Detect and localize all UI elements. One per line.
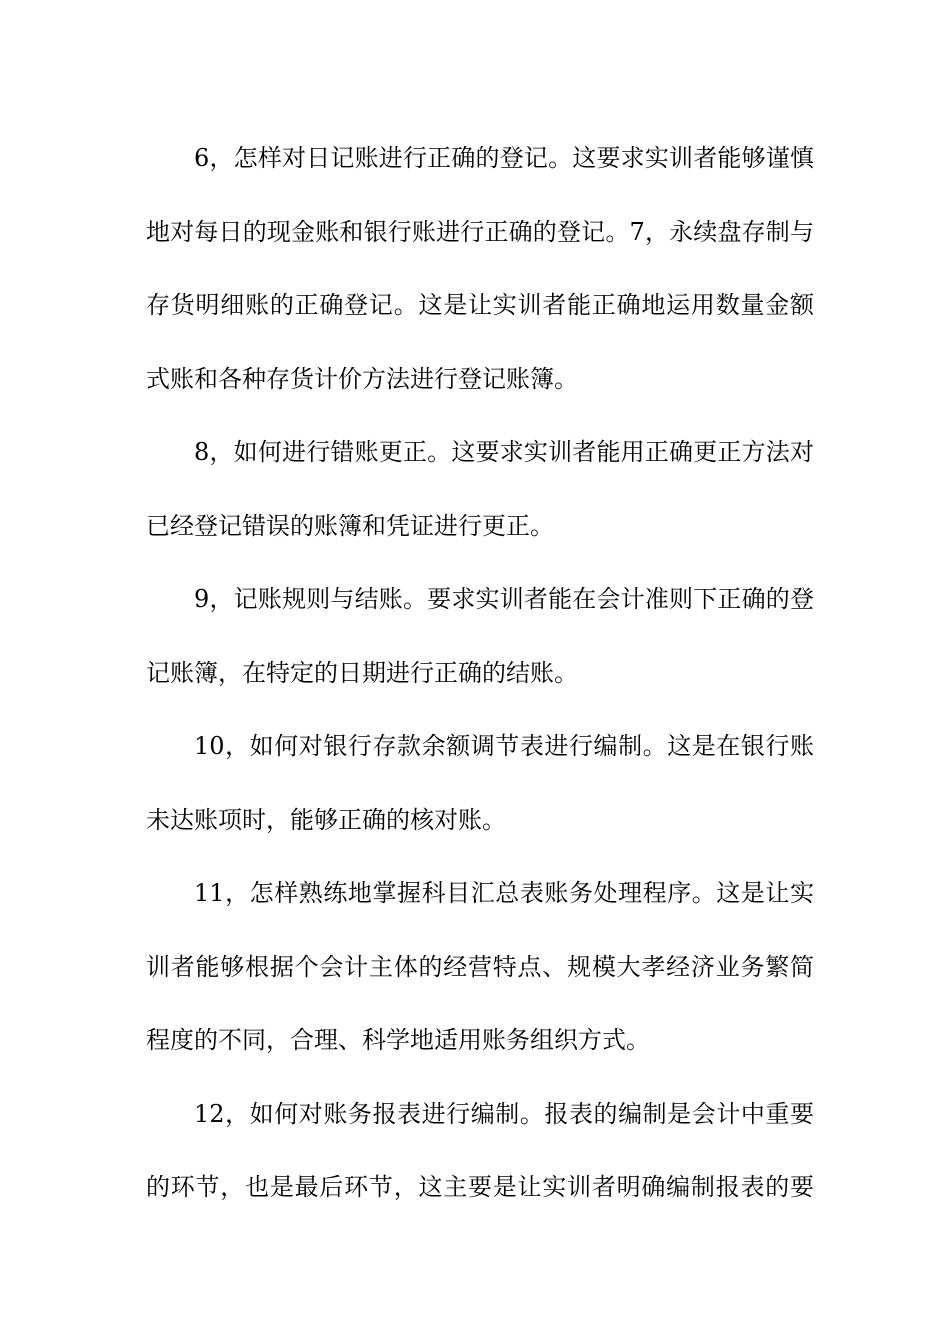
text-line: 记账簿，在特定的日期进行正确的结账。 bbox=[146, 658, 578, 687]
text-line: 12，如何对账务报表进行编制。报表的编制是会计中重要 bbox=[194, 1099, 814, 1128]
text-line: 8，如何进行错账更正。这要求实训者能用正确更正方法对 bbox=[194, 438, 814, 466]
text-line: 9，记账规则与结账。要求实训者能在会计准则下正确的登 bbox=[194, 585, 814, 613]
text-line: 6，怎样对日记账进行正确的登记。这要求实训者能够谨慎 bbox=[194, 144, 814, 172]
text-line: 地对每日的现金账和银行账进行正确的登记。7，永续盘存制与 bbox=[146, 217, 814, 246]
text-line: 式账和各种存货计价方法进行登记账簿。 bbox=[146, 364, 578, 393]
text-line: 程度的不同，合理、科学地适用账务组织方式。 bbox=[146, 1026, 650, 1054]
text-line: 训者能够根据个会计主体的经营特点、规模大孝经济业务繁简 bbox=[146, 952, 814, 981]
paragraph-item-6 bbox=[146, 122, 814, 416]
paragraph-item-8 bbox=[146, 416, 814, 563]
document-body bbox=[146, 122, 814, 1225]
text-line: 的环节，也是最后环节，这主要是让实训者明确编制报表的要 bbox=[146, 1173, 814, 1201]
paragraph-item-9 bbox=[146, 563, 814, 710]
text-line: 存货明细账的正确登记。这是让实训者能正确地运用数量金额 bbox=[146, 291, 814, 319]
text-line: 11，怎样熟练地掌握科目汇总表账务处理程序。这是让实 bbox=[194, 879, 814, 907]
text-line: 未达账项时，能够正确的核对账。 bbox=[146, 805, 506, 834]
text-line: 10，如何对银行存款余额调节表进行编制。这是在银行账 bbox=[194, 732, 814, 760]
paragraph-item-11 bbox=[146, 857, 814, 1078]
paragraph-item-12 bbox=[146, 1078, 814, 1225]
text-line: 已经登记错误的账簿和凭证进行更正。 bbox=[146, 511, 554, 540]
paragraph-item-10 bbox=[146, 710, 814, 857]
